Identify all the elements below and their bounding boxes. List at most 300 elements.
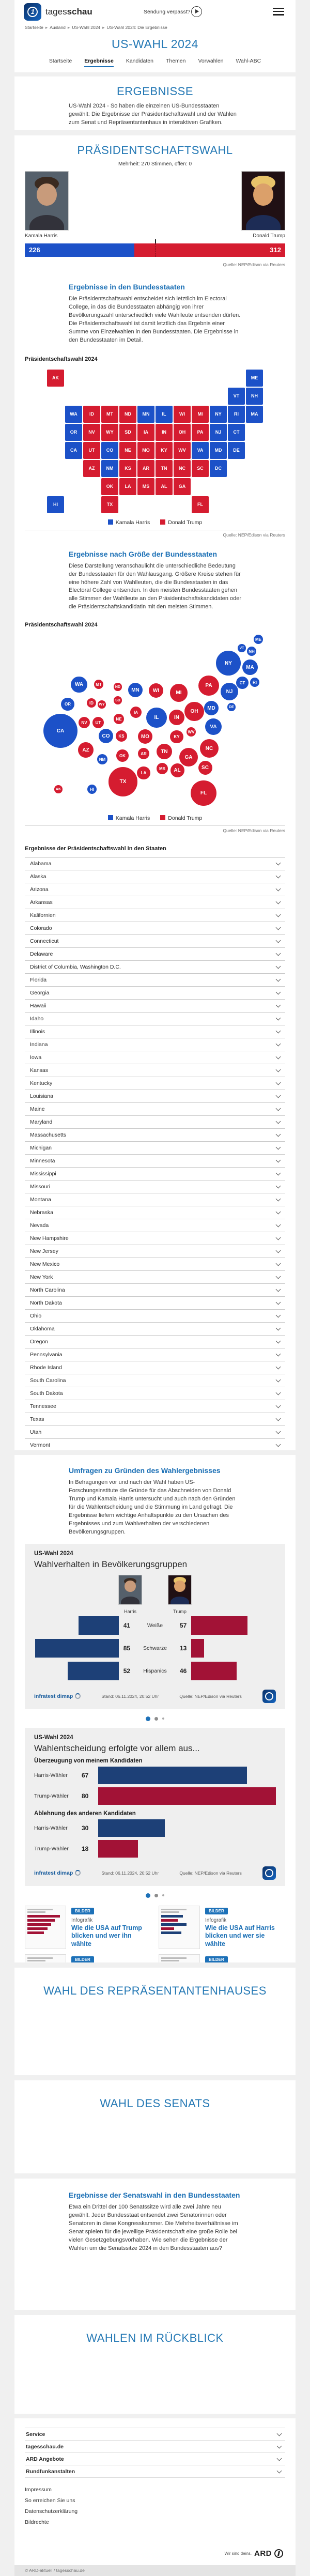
state-bubble-WI[interactable]: WI xyxy=(149,683,163,698)
state-name: Kentucky xyxy=(30,1080,53,1087)
state-accordion-row[interactable] xyxy=(25,922,285,935)
carousel-dot[interactable] xyxy=(154,1894,158,1897)
chevron-down-icon xyxy=(276,912,281,917)
harris-column-label: Harris xyxy=(124,1608,136,1614)
state-bubble-LA[interactable]: LA xyxy=(137,766,150,779)
state-tile-IL[interactable]: IL xyxy=(156,406,173,423)
state-bubble-MI[interactable]: MI xyxy=(170,684,188,702)
footer-accordion-label: Rundfunkanstalten xyxy=(26,2468,75,2475)
rueckblick-card xyxy=(14,2315,296,2414)
size-results-heading: Ergebnisse nach Größe der Bundesstaaten xyxy=(69,549,218,558)
state-bubble-CA[interactable]: CA xyxy=(43,714,78,748)
state-bubble-MT[interactable]: MT xyxy=(94,680,103,689)
state-bubble-MN[interactable]: MN xyxy=(128,683,143,697)
state-bubble-HI[interactable]: HI xyxy=(87,785,97,794)
state-accordion-row[interactable] xyxy=(25,909,285,922)
state-tile-WY[interactable]: WY xyxy=(101,424,118,441)
teaser-thumbnail[interactable] xyxy=(159,1954,200,1962)
harris-value: 52 xyxy=(123,1667,131,1675)
state-bubble-DE[interactable]: DE xyxy=(227,703,236,711)
missed-show-link[interactable]: Sendung verpasst? xyxy=(144,9,191,15)
state-name: Idaho xyxy=(30,1016,44,1022)
value: 80 xyxy=(82,1792,89,1800)
state-bubble-SD[interactable]: SD xyxy=(114,696,122,704)
trump-value: 46 xyxy=(179,1667,187,1675)
state-bubble-MD[interactable]: MD xyxy=(204,701,219,715)
state-accordion-row[interactable] xyxy=(25,1310,285,1323)
harris-name: Kamala Harris xyxy=(25,233,58,239)
footer-accordion-row[interactable] xyxy=(25,2428,285,2441)
state-name: Arizona xyxy=(30,886,49,893)
state-accordion-row[interactable] xyxy=(25,883,285,896)
state-tile-NE[interactable]: NE xyxy=(119,442,136,459)
tab-ergebnisse[interactable]: Ergebnisse xyxy=(84,58,114,67)
state-bubble-AK[interactable]: AK xyxy=(54,785,63,793)
state-tile-NM[interactable]: NM xyxy=(101,460,118,477)
state-accordion-row[interactable] xyxy=(25,1064,285,1077)
state-accordion-row[interactable] xyxy=(25,1284,285,1297)
brand-wordmark[interactable]: tagesschau xyxy=(45,7,92,17)
state-tile-OK[interactable]: OK xyxy=(101,478,118,495)
carousel-dot[interactable] xyxy=(162,1718,164,1720)
stand-timestamp: Stand: 06.11.2024, 20:52 Uhr xyxy=(101,1870,159,1876)
state-tile-FL[interactable]: FL xyxy=(192,496,209,513)
state-tile-DC[interactable]: DC xyxy=(210,460,227,477)
tab-kandidaten[interactable]: Kandidaten xyxy=(126,58,153,64)
state-tile-NH[interactable]: NH xyxy=(246,388,263,405)
state-name: Delaware xyxy=(30,951,53,958)
carousel-dot[interactable] xyxy=(154,1717,158,1721)
size-results-text: Diese Darstellung veranschaulicht die unterschiedliche Bedeutung der Bundesstaaten für den Wahlausgang. Größere Kreise stehen für eine höhere Zahl von Wahlleuten, die die Bundesstaaten in das Electoral College entsenden. In den meisten Bundesstaaten gehen alle Stimmen der Wahlleute an den Präsidentschaftskandidaten oder die Präsidentschaftskandidatin mit den meisten Stimmen. xyxy=(69,562,242,610)
state-tile-WA[interactable]: WA xyxy=(65,406,82,423)
state-name: Kalifornien xyxy=(30,912,56,919)
state-name: Texas xyxy=(30,1416,44,1423)
state-accordion-row[interactable] xyxy=(25,1142,285,1155)
chevron-down-icon xyxy=(276,1093,281,1098)
state-bubble-WA[interactable]: WA xyxy=(71,677,87,693)
state-bubble-MS[interactable]: MS xyxy=(157,763,168,774)
state-name: Nevada xyxy=(30,1222,49,1229)
state-tile-VA[interactable]: VA xyxy=(192,442,209,459)
state-bubble-NC[interactable]: NC xyxy=(200,739,219,758)
state-tile-AZ[interactable]: AZ xyxy=(83,460,100,477)
bilder-badge: BILDER xyxy=(205,1956,228,1962)
state-tile-WI[interactable]: WI xyxy=(174,406,191,423)
state-bubble-UT[interactable]: UT xyxy=(92,717,104,728)
carousel-dot[interactable] xyxy=(162,1894,164,1896)
state-tile-NV[interactable]: NV xyxy=(83,424,100,441)
voter-group-label: Harris-Wähler xyxy=(34,1772,68,1778)
state-bubble-OK[interactable]: OK xyxy=(116,749,129,762)
breadcrumb-item[interactable]: Startseite xyxy=(25,25,43,30)
tab-startseite[interactable]: Startseite xyxy=(49,58,72,64)
state-accordion-row[interactable] xyxy=(25,1361,285,1374)
state-accordion-row[interactable] xyxy=(25,1090,285,1103)
state-tile-OH[interactable]: OH xyxy=(174,424,191,441)
teaser-grid xyxy=(25,1906,285,1962)
state-tile-TX[interactable]: TX xyxy=(101,496,118,513)
state-tile-HI[interactable]: HI xyxy=(47,496,64,513)
state-bubble-NV[interactable]: NV xyxy=(79,717,90,728)
state-accordion-row[interactable] xyxy=(25,1193,285,1206)
state-tile-CT[interactable]: CT xyxy=(228,424,245,441)
state-accordion-row[interactable] xyxy=(25,948,285,961)
umfragen-card xyxy=(14,1455,296,1962)
state-accordion-row[interactable] xyxy=(25,896,285,909)
ard-logo-icon xyxy=(262,1866,276,1880)
state-bubble-AR[interactable]: AR xyxy=(138,748,149,759)
state-accordion-row[interactable] xyxy=(25,1297,285,1310)
state-accordion-row[interactable] xyxy=(25,870,285,883)
state-bubble-CT[interactable]: CT xyxy=(236,677,249,689)
state-tile-MD[interactable]: MD xyxy=(210,442,227,459)
chevron-down-icon xyxy=(276,1029,281,1034)
state-bubble-GA[interactable]: GA xyxy=(179,748,198,766)
state-tile-MT[interactable]: MT xyxy=(101,406,118,423)
state-tile-KY[interactable]: KY xyxy=(156,442,173,459)
state-bubble-OR[interactable]: OR xyxy=(61,698,74,711)
state-accordion-row[interactable] xyxy=(25,1129,285,1142)
harris-legend-swatch xyxy=(108,815,113,820)
state-tile-NY[interactable]: NY xyxy=(210,406,227,423)
state-accordion-row[interactable] xyxy=(25,1387,285,1400)
chevron-down-icon xyxy=(276,1390,281,1396)
electoral-college-bar xyxy=(25,243,285,257)
teaser-item[interactable] xyxy=(159,1906,285,1949)
trump-bar xyxy=(191,1662,236,1680)
trump-bar xyxy=(191,1639,204,1658)
state-name: North Dakota xyxy=(30,1300,62,1307)
chart-kicker: US-Wahl 2024 xyxy=(34,1734,73,1741)
state-tile-UT[interactable]: UT xyxy=(83,442,100,459)
footer-links xyxy=(25,2484,285,2527)
state-bubble-NJ[interactable]: NJ xyxy=(221,683,238,700)
state-tile-MI[interactable]: MI xyxy=(192,406,209,423)
carousel-dot[interactable] xyxy=(146,1716,150,1721)
state-tile-AL[interactable]: AL xyxy=(156,478,173,495)
state-accordion-row[interactable] xyxy=(25,1323,285,1336)
state-tile-MO[interactable]: MO xyxy=(137,442,154,459)
teaser-item[interactable] xyxy=(25,1906,151,1949)
state-bubble-NH[interactable]: NH xyxy=(247,647,256,656)
trump-bar xyxy=(98,1787,276,1805)
state-accordion-row[interactable] xyxy=(25,1168,285,1180)
state-bubble-TX[interactable]: TX xyxy=(109,767,138,796)
praesidentschaftswahl-title: PRÄSIDENTSCHAFTSWAHL xyxy=(77,144,233,157)
state-accordion-row[interactable] xyxy=(25,935,285,948)
state-bubble-FL[interactable]: FL xyxy=(191,780,216,806)
state-tile-VT[interactable]: VT xyxy=(228,388,245,405)
chevron-down-icon xyxy=(276,938,281,943)
state-bubble-ME[interactable]: ME xyxy=(254,635,263,644)
trump-bar xyxy=(98,1840,138,1858)
state-name: South Dakota xyxy=(30,1390,63,1397)
state-bubble-NY[interactable]: NY xyxy=(216,651,241,676)
chevron-down-icon xyxy=(276,1222,281,1228)
state-accordion-row[interactable] xyxy=(25,961,285,974)
state-tile-KS[interactable]: KS xyxy=(119,460,136,477)
state-accordion-row[interactable] xyxy=(25,1025,285,1038)
demographics-row xyxy=(34,1637,276,1660)
harris-value: 41 xyxy=(123,1621,131,1629)
state-name: Illinois xyxy=(30,1029,45,1035)
teaser-title[interactable]: Wie die USA auf Harris blicken und wer sie wählte xyxy=(205,1924,275,1948)
decision-row xyxy=(34,1786,276,1806)
state-accordion-row[interactable] xyxy=(25,1258,285,1271)
site-header xyxy=(14,0,296,24)
chevron-down-icon xyxy=(276,1197,281,1202)
footer-link[interactable]: Datenschutzerklärung xyxy=(25,2508,78,2514)
stand-timestamp: Stand: 06.11.2024, 20:52 Uhr xyxy=(101,1693,159,1699)
state-accordion-row[interactable] xyxy=(25,1180,285,1193)
chart-title: Wahlverhalten in Bevölkerungsgruppen xyxy=(34,1559,188,1569)
state-bubble-map xyxy=(25,634,285,811)
state-tile-MA[interactable]: MA xyxy=(246,406,263,423)
state-bubble-VA[interactable]: VA xyxy=(205,718,222,735)
senatswahl-ergebnisse-card xyxy=(14,2179,296,2310)
state-name: North Carolina xyxy=(30,1287,65,1294)
source-note: Quelle: NEP/Edison via Reuters xyxy=(179,1870,242,1876)
state-accordion-row[interactable] xyxy=(25,1038,285,1051)
ard-brand[interactable] xyxy=(225,2549,283,2558)
state-accordion-row[interactable] xyxy=(25,1232,285,1245)
state-name: District of Columbia, Washington D.C. xyxy=(30,964,121,971)
state-bubble-MO[interactable]: MO xyxy=(138,729,152,744)
chevron-down-icon xyxy=(276,1003,281,1008)
footer-link[interactable]: So erreichen Sie uns xyxy=(25,2497,75,2504)
state-bubble-WV[interactable]: WV xyxy=(187,727,196,737)
chevron-down-icon xyxy=(276,899,281,904)
chevron-down-icon xyxy=(276,1442,281,1447)
footer-link[interactable]: Impressum xyxy=(25,2486,52,2493)
infratest-dimap-logo: infratest dimap xyxy=(34,1693,81,1699)
footer-accordion-label: ARD Angebote xyxy=(26,2456,64,2462)
state-accordion-row[interactable] xyxy=(25,1426,285,1439)
state-tile-MS[interactable]: MS xyxy=(137,478,154,495)
state-tile-OR[interactable]: OR xyxy=(65,424,82,441)
teaser-thumbnail[interactable] xyxy=(25,1954,66,1962)
state-name: Alabama xyxy=(30,861,52,867)
trump-legend-swatch xyxy=(160,815,165,820)
state-bubble-ID[interactable]: ID xyxy=(87,698,96,708)
hamburger-menu-icon[interactable] xyxy=(273,8,284,16)
state-accordion-row[interactable] xyxy=(25,1374,285,1387)
breadcrumb-item[interactable]: US-Wahl 2024: Die Ergebnisse xyxy=(106,25,167,30)
state-accordion-row[interactable] xyxy=(25,1116,285,1129)
breadcrumb-item[interactable]: Ausland xyxy=(50,25,66,30)
state-choropleth-map xyxy=(47,370,263,513)
state-name: Utah xyxy=(30,1429,42,1436)
state-accordion-row[interactable] xyxy=(25,1439,285,1450)
state-accordion-row[interactable] xyxy=(25,974,285,987)
chevron-down-icon xyxy=(276,1287,281,1292)
state-tile-RI[interactable]: RI xyxy=(228,406,245,423)
state-bubble-AZ[interactable]: AZ xyxy=(78,742,94,758)
chevron-down-icon xyxy=(276,1300,281,1305)
chevron-down-icon xyxy=(277,2456,282,2461)
state-accordion-row[interactable] xyxy=(25,1336,285,1348)
footer-accordion-row[interactable] xyxy=(25,2453,285,2465)
state-bubble-IA[interactable]: IA xyxy=(130,707,142,718)
state-accordion-row[interactable] xyxy=(25,1013,285,1025)
breadcrumb xyxy=(14,25,296,30)
state-accordion-row[interactable] xyxy=(25,1271,285,1284)
state-name: Connecticut xyxy=(30,938,59,945)
harris-value: 85 xyxy=(123,1644,131,1652)
state-accordion-row[interactable] xyxy=(25,857,285,870)
state-accordion-row[interactable] xyxy=(25,1000,285,1013)
state-name: Oklahoma xyxy=(30,1326,55,1332)
state-tile-IN[interactable]: IN xyxy=(156,424,173,441)
page-title: US-WAHL 2024 xyxy=(112,37,198,51)
site-footer xyxy=(14,2418,296,2565)
state-name: New Hampshire xyxy=(30,1235,69,1242)
footer-link[interactable]: Bildrechte xyxy=(25,2519,49,2525)
demographics-row xyxy=(34,1660,276,1682)
state-accordion-row[interactable] xyxy=(25,987,285,1000)
state-accordion-row[interactable] xyxy=(25,1103,285,1116)
chevron-down-icon xyxy=(276,1261,281,1266)
chevron-down-icon xyxy=(276,1274,281,1279)
harris-legend-swatch xyxy=(108,519,113,525)
state-name: Colorado xyxy=(30,925,52,932)
decision-row xyxy=(34,1838,276,1859)
category-label: Weiße xyxy=(147,1622,163,1629)
state-tile-ID[interactable]: ID xyxy=(83,406,100,423)
chevron-down-icon xyxy=(276,977,281,982)
state-tile-MN[interactable]: MN xyxy=(137,406,154,423)
state-tile-LA[interactable]: LA xyxy=(119,478,136,495)
majority-note: Mehrheit: 270 Stimmen, offen: 0 xyxy=(118,161,192,167)
state-bubble-TN[interactable]: TN xyxy=(157,744,172,759)
carousel-dot[interactable] xyxy=(146,1893,150,1898)
teaser-thumbnail[interactable] xyxy=(159,1906,200,1949)
footer-accordion-label: Service xyxy=(26,2431,45,2437)
state-tile-PA[interactable]: PA xyxy=(192,424,209,441)
state-name: Nebraska xyxy=(30,1209,53,1216)
category-label: Schwarze xyxy=(143,1645,167,1651)
state-accordion-row[interactable] xyxy=(25,1206,285,1219)
state-bubble-IL[interactable]: IL xyxy=(146,708,166,728)
state-tile-IA[interactable]: IA xyxy=(137,424,154,441)
state-bubble-CO[interactable]: CO xyxy=(99,729,113,743)
tagesschau-logo-icon[interactable]: 1 xyxy=(24,3,41,21)
state-tile-NJ[interactable]: NJ xyxy=(210,424,227,441)
state-tile-SD[interactable]: SD xyxy=(119,424,136,441)
ard-logo-icon xyxy=(274,2549,283,2558)
footer-accordion-row[interactable] xyxy=(25,2441,285,2453)
state-accordion-row[interactable] xyxy=(25,1400,285,1413)
chevron-down-icon xyxy=(276,1184,281,1189)
state-accordion-row[interactable] xyxy=(25,1219,285,1232)
state-tile-DE[interactable]: DE xyxy=(228,442,245,459)
teaser-item[interactable] xyxy=(25,1954,151,1962)
voter-group-label: Trump-Wähler xyxy=(34,1792,69,1799)
state-accordion-row[interactable] xyxy=(25,1051,285,1064)
state-name: Iowa xyxy=(30,1054,42,1061)
state-accordion-row[interactable] xyxy=(25,1077,285,1090)
teaser-title[interactable]: Wie die USA auf Trump blicken und wer ihn wählte xyxy=(71,1924,142,1948)
chevron-down-icon xyxy=(276,1339,281,1344)
state-accordion-row[interactable] xyxy=(25,1413,285,1426)
state-tile-AR[interactable]: AR xyxy=(137,460,154,477)
state-bubble-PA[interactable]: PA xyxy=(198,676,219,696)
state-tile-ND[interactable]: ND xyxy=(119,406,136,423)
infratest-dimap-logo: infratest dimap xyxy=(34,1870,81,1876)
state-tile-SC[interactable]: SC xyxy=(192,460,209,477)
ergebnisse-title: ERGEBNISSE xyxy=(116,85,194,98)
state-tile-CO[interactable]: CO xyxy=(101,442,118,459)
trump-photo xyxy=(168,1575,192,1605)
voter-group-label: Trump-Wähler xyxy=(34,1845,69,1852)
footer-accordion-row[interactable] xyxy=(25,2465,285,2478)
states-results-text: Die Präsidentschaftswahl entscheidet sich letztlich im Electoral College, in das die Bundesstaaten abhängig von ihrer Bevölkerungszahl unterschiedlich viele Wahlleute entsenden dürfen. Die Präsidentschaftswahl ist damit letztlich das Ergebnis einer Summe von Einzelwahlen in den Bundesstaaten. Die Ergebnisse in den Bundesstaaten im Detail. xyxy=(69,296,241,343)
state-bubble-RI[interactable]: RI xyxy=(250,678,259,687)
breadcrumb-item[interactable]: US-Wahl 2024 xyxy=(72,25,101,30)
state-bubble-NE[interactable]: NE xyxy=(114,714,124,724)
state-bubble-KS[interactable]: KS xyxy=(116,730,127,742)
state-tile-WV[interactable]: WV xyxy=(174,442,191,459)
state-tile-CA[interactable]: CA xyxy=(65,442,82,459)
tab-vorwahlen[interactable]: Vorwahlen xyxy=(198,58,224,64)
state-tile-TN[interactable]: TN xyxy=(156,460,173,477)
state-bubble-SC[interactable]: SC xyxy=(198,761,212,775)
harris-bar xyxy=(79,1616,119,1635)
state-bubble-WY[interactable]: WY xyxy=(98,700,106,709)
trump-photo xyxy=(241,171,285,231)
senat-card xyxy=(14,2080,296,2173)
state-bubble-ND[interactable]: ND xyxy=(114,683,122,691)
state-tile-NC[interactable]: NC xyxy=(174,460,191,477)
state-bubble-MA[interactable]: MA xyxy=(242,660,258,675)
bubble-map-legend: Kamala Harris Donald Trump xyxy=(14,815,296,821)
copyright-strip: © ARD-aktuell / tagesschau.de xyxy=(14,2565,296,2576)
state-bubble-OH[interactable]: OH xyxy=(184,702,204,721)
state-tile-ME[interactable]: ME xyxy=(246,370,263,387)
decision-group xyxy=(34,1811,276,1859)
state-bubble-VT[interactable]: VT xyxy=(238,644,246,652)
chevron-down-icon xyxy=(276,1041,281,1047)
state-tile-GA[interactable]: GA xyxy=(174,478,191,495)
breadcrumb-separator: ▸ xyxy=(102,25,105,30)
state-bubble-AL[interactable]: AL xyxy=(171,763,184,777)
state-accordion-row[interactable] xyxy=(25,1348,285,1361)
teaser-item[interactable] xyxy=(159,1954,285,1962)
harris-bar xyxy=(98,1767,247,1784)
trump-value: 57 xyxy=(179,1621,187,1629)
state-name: Ohio xyxy=(30,1313,42,1320)
map-label: Präsidentschaftswahl 2024 xyxy=(25,356,98,362)
state-name: Michigan xyxy=(30,1145,52,1152)
state-bubble-NM[interactable]: NM xyxy=(97,754,107,764)
state-accordion-row[interactable] xyxy=(25,1245,285,1258)
state-bubble-KY[interactable]: KY xyxy=(170,730,183,743)
chevron-down-icon xyxy=(276,1016,281,1021)
tab-themen[interactable]: Themen xyxy=(165,58,186,64)
state-bubble-IN[interactable]: IN xyxy=(169,710,184,725)
state-tile-AK[interactable]: AK xyxy=(47,370,64,387)
footer-accordion xyxy=(25,2428,285,2478)
bilder-badge: BILDER xyxy=(71,1908,94,1914)
bubble-map-label: Präsidentschaftswahl 2024 xyxy=(25,622,98,628)
play-icon[interactable] xyxy=(191,6,202,17)
chevron-down-icon xyxy=(277,2431,282,2436)
state-name: Maine xyxy=(30,1106,45,1113)
state-accordion-row[interactable] xyxy=(25,1155,285,1168)
chevron-down-icon xyxy=(276,886,281,892)
teaser-thumbnail[interactable] xyxy=(25,1906,66,1949)
tab-wahl-abc[interactable]: Wahl-ABC xyxy=(236,58,261,64)
